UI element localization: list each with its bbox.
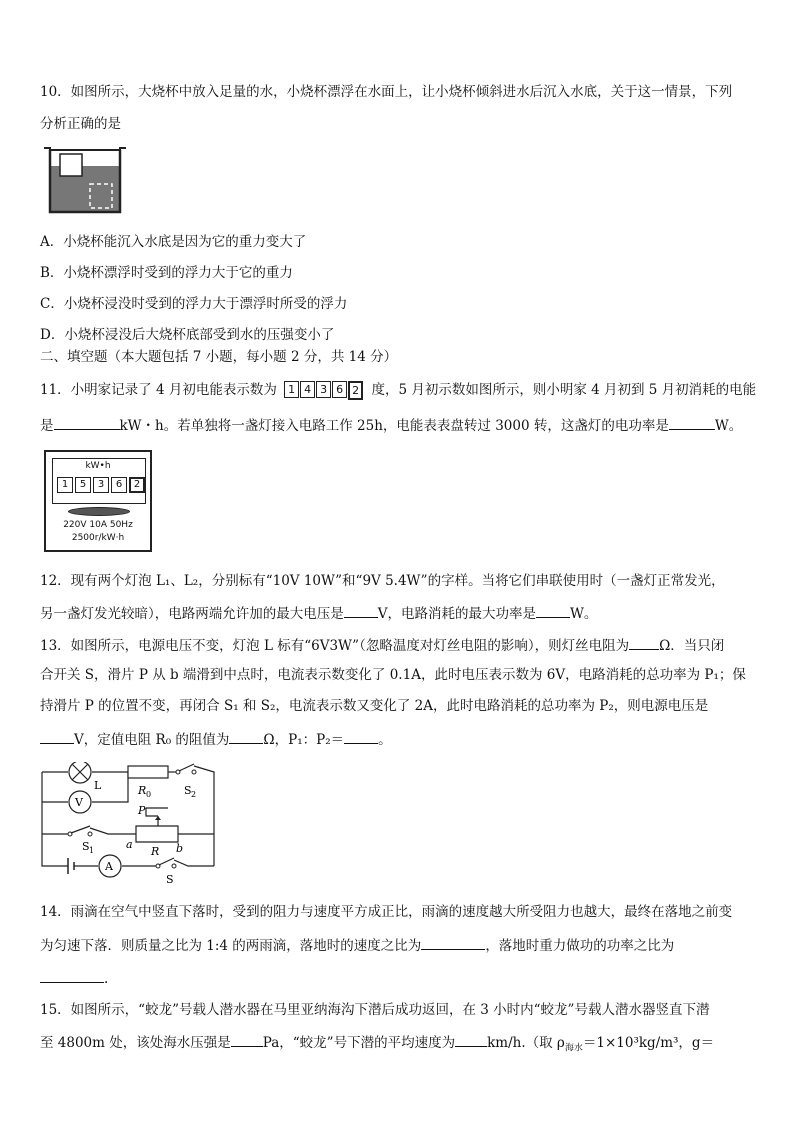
q13-answer-blank-source-voltage[interactable] xyxy=(40,730,74,744)
q13-line1 xyxy=(40,636,724,654)
q15-text-b: Pa，“蛟龙”号下潜的平均速度为 xyxy=(262,1035,456,1051)
q11-line2 xyxy=(40,416,742,434)
q13-label-s: S xyxy=(166,873,174,886)
q11-text-e: W。 xyxy=(714,418,743,434)
q14-line2 xyxy=(40,936,674,954)
q10-option-a: A．小烧杯能沉入水底是因为它的重力变大了 xyxy=(40,234,307,250)
q13-line4 xyxy=(40,730,392,748)
q15-answer-blank-pressure[interactable] xyxy=(231,1033,263,1047)
q10-option-b: B．小烧杯漂浮时受到的浮力大于它的重力 xyxy=(40,265,293,281)
q12-line2 xyxy=(40,604,597,622)
q11-digit: 6 xyxy=(332,381,347,398)
q13-label-a: a xyxy=(126,838,133,851)
q14-text-b: ，落地时重力做功的功率之比为 xyxy=(485,938,675,954)
q13-text-d: Ω，P₁：P₂＝ xyxy=(263,732,345,748)
q11-text-b: 度，5 月初示数如图所示，则小明家 4 月初到 5 月初消耗的电能 xyxy=(371,382,757,398)
q13-label-s2-sub: 2 xyxy=(191,790,197,799)
q12-answer-blank-power[interactable] xyxy=(536,604,570,618)
q13-text-a: 13．如图所示，电源电压不变，灯泡 L 标有“6V3W”（忽略温度对灯丝电阻的影响），则灯丝电阻为 xyxy=(40,638,630,654)
q12-answer-blank-voltage[interactable] xyxy=(344,604,378,618)
q15-line1: 15．如图所示，“蛟龙”号载人潜水器在马里亚纳海沟下潜后成功返回，在 3 小时内“蛟龙”号载人潜水器竖直下潜 xyxy=(40,1002,710,1018)
q13-label-r0: R xyxy=(138,784,147,797)
q13-switch-s-icon xyxy=(159,858,174,865)
q14-answer-blank-speed-ratio[interactable] xyxy=(421,936,485,950)
q11-meter-revolutions: 2500r/kW·h xyxy=(71,533,125,543)
q14-text-c: . xyxy=(104,971,109,987)
q14-answer-blank-power-ratio[interactable] xyxy=(40,969,104,983)
q15-line2 xyxy=(40,1033,714,1057)
q11-meter-unit: kW•h xyxy=(85,461,111,471)
q11-meter-digit: 6 xyxy=(111,477,127,493)
q13-label-p: P xyxy=(138,804,146,817)
q13-label-s2: S xyxy=(184,784,192,797)
q15-text-c: km/h.（取 ρ xyxy=(487,1035,565,1051)
beaker-figure xyxy=(42,144,128,216)
q13-line2: 合开关 S，滑片 P 从 b 端滑到中点时，电流表示数变化了 0.1A，此时电压表示数为 6V，电路消耗的总功率为 P₁；保 xyxy=(40,667,746,683)
q11-answer-blank-power[interactable] xyxy=(669,416,715,430)
q11-digit: 1 xyxy=(284,381,299,398)
q13-answer-blank-resistance[interactable] xyxy=(629,636,659,650)
q13-answer-blank-ratio[interactable] xyxy=(344,730,378,744)
q11-line1 xyxy=(40,381,756,400)
q10-option-c: C．小烧杯浸没时受到的浮力大于漂浮时所受的浮力 xyxy=(40,296,348,312)
q13-text-c: V，定值电阻 R₀ 的阻值为 xyxy=(74,732,230,748)
q13-line3: 持滑片 P 的位置不变，再闭合 S₁ 和 S₂，电流表示数又变化了 2A，此时电路消耗的总功率为 P₂，则电源电压是 xyxy=(40,698,709,714)
q12-text-c: W。 xyxy=(570,606,598,622)
q15-text-sub: 海水 xyxy=(564,1043,583,1054)
q11-text-d: kW・h。若单独将一盏灯接入电路工作 25h，电能表表盘转过 3000 转，这盏灯的电功率是 xyxy=(119,418,669,434)
q13-label-v: V xyxy=(75,796,83,809)
q13-switch-s1-icon xyxy=(71,826,90,833)
q14-line1: 14．雨滴在空气中竖直下落时，受到的阻力与速度平方成正比，雨滴的速度越大所受阻力也越大，最终在落地之前变 xyxy=(40,904,733,920)
q10-option-d: D．小烧杯浸没后大烧杯底部受到水的压强变小了 xyxy=(40,327,335,343)
q11-meter-digit: 1 xyxy=(57,477,73,493)
q11-digit: 3 xyxy=(316,381,331,398)
q12-line1: 12．现有两个灯泡 L₁、L₂，分别标有“10V 10W”和“9V 5.4W”的字样。当将它们串联使用时（一盏灯正常发光， xyxy=(40,573,725,589)
q13-label-s1: S xyxy=(82,840,90,853)
q13-label-b: b xyxy=(176,842,184,855)
q13-label-a-meter: A xyxy=(105,860,113,873)
q13-label-s1-sub: 1 xyxy=(89,846,95,855)
q14-line3 xyxy=(40,969,108,987)
q10-text-line1: 10．如图所示，大烧杯中放入足量的水，小烧杯漂浮在水面上，让小烧杯倾斜进水后沉入水底，关于这一情景，下列 xyxy=(40,84,733,100)
section-heading: 二、填空题（本大题包括 7 小题，每小题 2 分，共 14 分） xyxy=(40,349,398,365)
q11-digit: 2 xyxy=(348,381,363,400)
q11-meter-figure xyxy=(44,450,152,552)
q15-answer-blank-speed[interactable] xyxy=(455,1033,487,1047)
q13-text-e: 。 xyxy=(378,732,392,748)
q13-label-r: R xyxy=(151,845,160,858)
q13-text-b: Ω．当只闭 xyxy=(659,638,725,654)
q13-label-l: L xyxy=(94,779,102,792)
q15-text-d: ＝1×10³kg/m³，g＝ xyxy=(582,1035,715,1051)
q11-text-a: 11．小明家记录了 4 月初电能表示数为 xyxy=(40,382,277,398)
q11-meter-disc xyxy=(68,507,130,516)
q14-text-a: 为匀速下落．则质量之比为 1:4 的两雨滴，落地时的速度之比为 xyxy=(40,938,422,954)
q13-switch-s2-icon xyxy=(179,764,194,771)
q11-meter-digits xyxy=(57,477,145,493)
q13-answer-blank-r0[interactable] xyxy=(229,730,263,744)
q13-label-r0-sub: 0 xyxy=(146,790,152,799)
q11-text-c: 是 xyxy=(40,418,54,434)
q11-meter-digit: 3 xyxy=(93,477,109,493)
q10-text-line2: 分析正确的是 xyxy=(40,116,121,132)
q12-text-a: 另一盏灯发光较暗），电路两端允许加的最大电压是 xyxy=(40,606,344,622)
q11-meter-digit: 5 xyxy=(75,477,91,493)
q13-battery-icon xyxy=(68,858,74,874)
q13-circuit-diagram xyxy=(38,762,218,886)
q13-resistor-r0-icon xyxy=(128,766,168,778)
q11-meter-digit: 2 xyxy=(129,477,145,493)
q12-text-b: V，电路消耗的最大功率是 xyxy=(377,606,536,622)
q11-digit: 4 xyxy=(300,381,315,398)
q11-meter-reading-april xyxy=(284,381,364,400)
q11-answer-blank-energy[interactable] xyxy=(54,416,120,430)
q11-meter-rating: 220V 10A 50Hz xyxy=(63,520,133,530)
q15-text-a: 至 4800m 处，该处海水压强是 xyxy=(40,1035,231,1051)
